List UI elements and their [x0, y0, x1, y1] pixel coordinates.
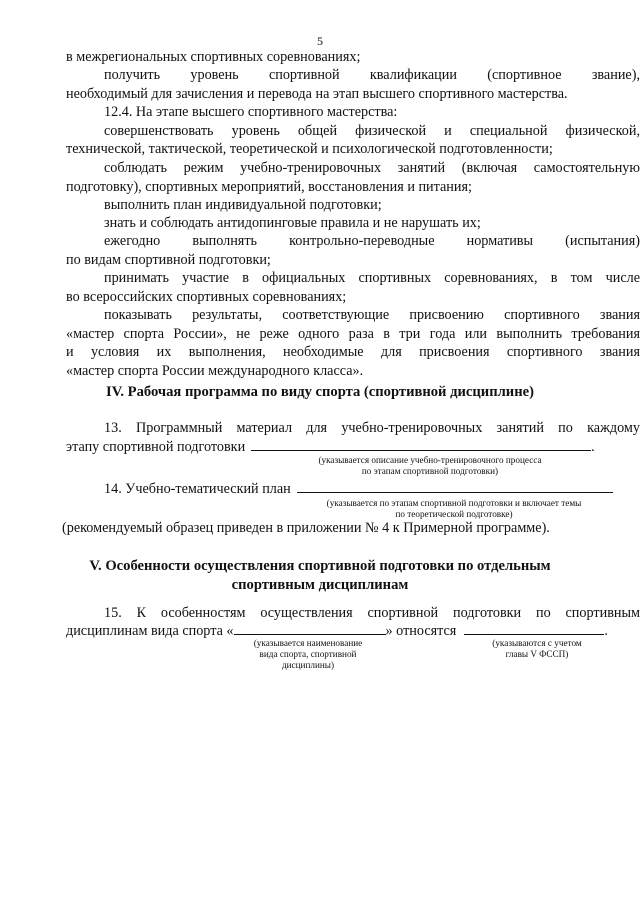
paragraph-13-note — [296, 455, 564, 477]
section-heading-v-line2: спортивным дисциплинам — [231, 577, 409, 593]
text-line: совершенствовать уровень общей физической и специальной физической, — [104, 123, 640, 139]
text-line: получить уровень спортивной квалификации (спортивное звание), — [104, 67, 640, 83]
fill-in-blank[interactable] — [251, 438, 591, 451]
text-line: знать и соблюдать антидопинговые правила и не нарушать их; — [104, 215, 481, 231]
text-line: ежегодно выполнять контрольно-переводные нормативы (испытания) — [104, 233, 640, 249]
section-heading-v-line1: V. Особенности осуществления спортивной подготовки по отдельным — [89, 558, 551, 574]
note-line: вида спорта, спортивной — [259, 649, 357, 659]
paragraph-15-text-a: дисциплинам вида спорта « — [66, 623, 234, 639]
paragraph-14-line1 — [104, 480, 613, 498]
note-line: по этапам спортивной подготовки) — [361, 466, 499, 476]
text-line: выполнить план индивидуальной подготовки; — [104, 197, 382, 213]
text-line: подготовку), спортивных мероприятий, восстановления и питания; — [66, 179, 472, 195]
note-line: (указываются с учетом — [492, 638, 582, 648]
text-line: во всероссийских спортивных соревнованиях; — [66, 289, 347, 305]
text-line: и условия их выполнения, необходимые для присвоения спортивного звания — [66, 344, 640, 360]
note-line: главы V ФССП) — [505, 649, 569, 659]
text-line: 12.4. На этапе высшего спортивного мастерства: — [104, 104, 398, 120]
note-line: по теоретической подготовке) — [395, 509, 513, 519]
paragraph-15-note-a — [226, 638, 390, 671]
paragraph-14-note — [306, 498, 602, 520]
section-heading-iv: IV. Рабочая программа по виду спорта (спортивной дисциплине) — [106, 384, 534, 400]
text-line: необходимый для зачисления и перевода на этап высшего спортивного мастерства. — [66, 86, 568, 102]
paragraph-14-line2: (рекомендуемый образец приведен в приложении № 4 к Примерной программе). — [62, 520, 550, 536]
text-line: по видам спортивной подготовки; — [66, 252, 271, 268]
text-line: показывать результаты, соответствующие присвоению спортивного звания — [104, 307, 640, 323]
text-line: в межрегиональных спортивных соревнованиях; — [66, 49, 361, 65]
paragraph-13-text: этапу спортивной подготовки — [66, 439, 246, 455]
note-line: дисциплины) — [281, 660, 335, 670]
paragraph-13-line1: 13. Программный материал для учебно-тренировочных занятий по каждому — [104, 420, 640, 436]
fill-in-blank-features[interactable] — [464, 622, 604, 635]
note-line: (указывается описание учебно-тренировочного процесса — [318, 455, 542, 465]
fill-in-blank[interactable] — [297, 480, 613, 493]
period: . — [604, 623, 608, 639]
paragraph-14-text: 14. Учебно-тематический план — [104, 481, 291, 497]
note-line: (указывается наименование — [253, 638, 363, 648]
paragraph-13-line2 — [66, 438, 595, 456]
paragraph-15-line1: 15. К особенностям осуществления спортивной подготовки по спортивным — [104, 605, 640, 621]
text-line: технической, тактической, теоретической и психологической подготовленности; — [66, 141, 553, 157]
page-number: 5 — [317, 34, 323, 48]
paragraph-15-note-b — [470, 638, 604, 660]
period: . — [591, 439, 595, 455]
paragraph-15-text-b: » относятся — [385, 623, 457, 639]
text-line: «мастер спорта России», не реже одного раза в три года или выполнить требования — [66, 326, 640, 342]
fill-in-blank-sport[interactable] — [234, 622, 386, 635]
text-line: соблюдать режим учебно-тренировочных занятий (включая самостоятельную — [104, 160, 640, 176]
text-line: «мастер спорта России международного класса». — [66, 363, 364, 379]
text-line: принимать участие в официальных спортивных соревнованиях, в том числе — [104, 270, 640, 286]
note-line: (указывается по этапам спортивной подготовки и включает темы — [326, 498, 582, 508]
